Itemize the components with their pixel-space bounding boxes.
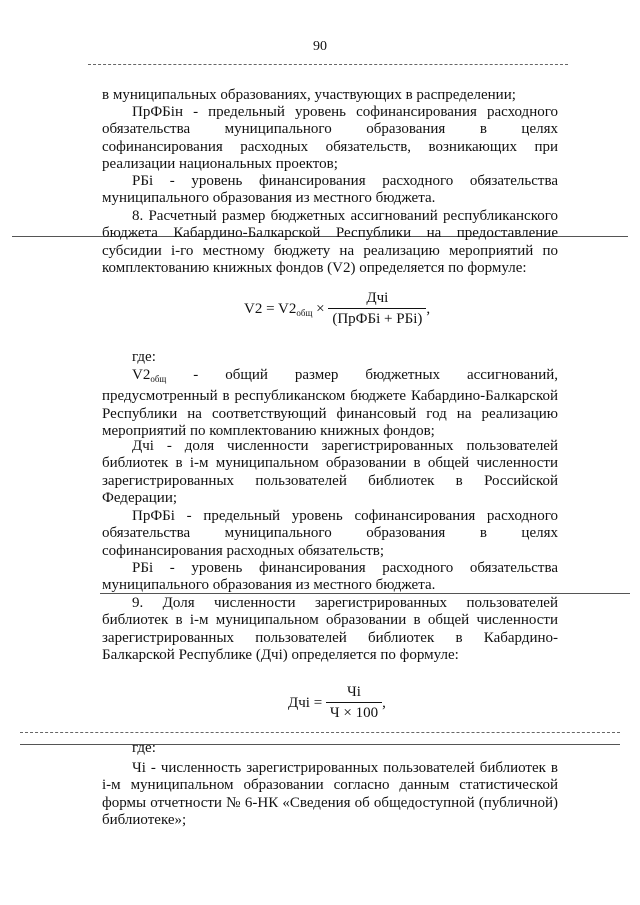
scan-line-top — [88, 64, 568, 65]
paragraph-1: в муниципальных образованиях, участвующих в распределении; — [102, 87, 516, 103]
formula-v2-tail: , — [426, 300, 431, 317]
v2-term-sub: общ — [150, 374, 167, 384]
paragraph-prfbin: ПрФБiн - предельный уровень софинансирования расходного обязательства муниципального образования в целях софинансирования расходных обязательств, возникающих при реализации национальных проектов; — [102, 104, 558, 173]
formula-v2-times: × — [316, 300, 325, 317]
paragraph-rbi: РБi - уровень финансирования расходного обязательства муниципального образования из местного бюджета. — [102, 173, 558, 207]
paragraph-8: 8. Расчетный размер бюджетных ассигнований республиканского бюджета Кабардино-Балкарской Республики на предоставление субсидии i-го местному бюджету на реализацию мероприятий по комплектованию книжных фондов (V2) определяется по формуле: — [102, 208, 558, 277]
formula-dchi-fraction — [326, 684, 382, 723]
paragraph-v2-def — [102, 367, 558, 441]
formula-v2-denominator: (ПрФБi + РБi) — [332, 311, 423, 328]
formula-v2-fraction — [328, 290, 426, 329]
v2-definition: - общий размер бюджетных ассигнований, предусмотренный в республиканском бюджете Кабардино-Балкарской Республики на соответствующий финансовый год на реализацию мероприятий по комплектованию книжных фондов; — [102, 367, 559, 440]
formula-dchi-denominator: Ч × 100 — [329, 705, 379, 722]
paragraph-where-1: где: — [132, 349, 156, 365]
paragraph-where-2: где: — [132, 740, 156, 756]
formula-dchi — [288, 684, 386, 723]
scan-line-3 — [20, 732, 620, 733]
paragraph-prfbi: ПрФБi - предельный уровень софинансирования расходного обязательства муниципального образования в целях софинансирования расходных обязательств; — [102, 508, 558, 559]
formula-v2-lhs-sub: общ — [296, 307, 313, 318]
paragraph-dchi: Дчi - доля численности зарегистрированных пользователей библиотек в i-м муниципальном образовании в общей численности зарегистрированных пользователей библиотек в Российской Федерации; — [102, 438, 558, 507]
paragraph-chi: Чi - численность зарегистрированных пользователей библиотек в i-м муниципальном образовании согласно данным статистической формы отчетности № 6-НК «Сведения об общедоступной (публичной) библиотеке»; — [102, 760, 558, 829]
v2-term: V2 — [132, 367, 151, 383]
formula-dchi-lhs: Дчi = — [288, 694, 323, 711]
formula-dchi-numerator: Чi — [326, 684, 382, 703]
page-number: 90 — [313, 39, 327, 54]
formula-dchi-tail: , — [382, 694, 386, 711]
paragraph-rbi-2: РБi - уровень финансирования расходного обязательства муниципального образования из местного бюджета. — [102, 560, 558, 594]
formula-v2-lhs: V2 = V2 — [244, 300, 297, 317]
formula-v2 — [244, 290, 430, 329]
formula-v2-numerator: Дчi — [328, 290, 426, 309]
paragraph-9: 9. Доля численности зарегистрированных пользователей библиотек в i-м муниципальном образовании в общей численности зарегистрированных пользователей библиотек в Кабардино-Балкарской Республике (Дчi) определяется по формуле: — [102, 595, 558, 664]
